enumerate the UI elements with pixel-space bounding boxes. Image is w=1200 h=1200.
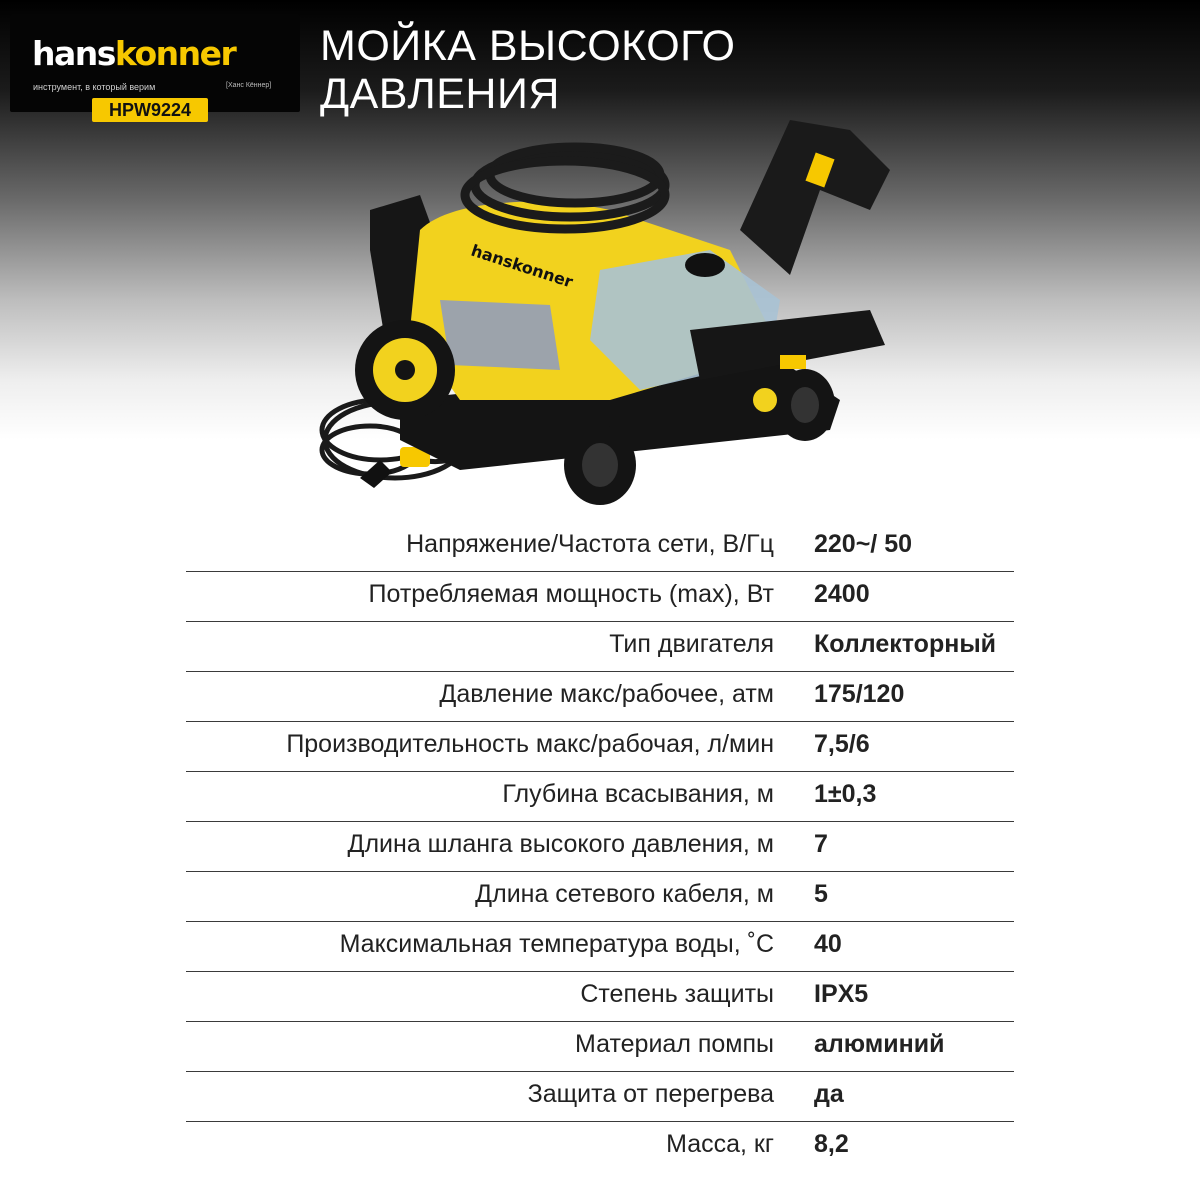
spec-label: Длина сетевого кабеля, м	[475, 880, 774, 908]
handle	[740, 120, 890, 275]
plug	[360, 460, 392, 488]
spec-label: Глубина всасывания, м	[502, 780, 774, 808]
large-wheel	[355, 320, 455, 420]
spec-value: 40	[814, 930, 842, 958]
specs-table	[186, 522, 1014, 1171]
spec-label: Потребляемая мощность (max), Вт	[368, 580, 774, 608]
tank-cap	[685, 253, 725, 277]
spec-row	[186, 922, 1014, 972]
spec-row	[186, 972, 1014, 1022]
spec-row	[186, 1072, 1014, 1122]
spec-row	[186, 1122, 1014, 1171]
bumper-accent	[780, 355, 806, 369]
spec-value: 2400	[814, 580, 870, 608]
spec-row	[186, 772, 1014, 822]
spec-value: 8,2	[814, 1130, 849, 1158]
spec-label: Максимальная температура воды, ˚С	[339, 930, 774, 958]
spec-label: Производительность макс/рабочая, л/мин	[286, 730, 774, 758]
spec-value: да	[814, 1080, 844, 1108]
spec-value: 175/120	[814, 680, 905, 708]
spec-value: алюминий	[814, 1030, 945, 1058]
spec-label: Защита от перегрева	[527, 1080, 774, 1108]
spec-row	[186, 1022, 1014, 1072]
rear-wheel	[775, 369, 835, 441]
spec-value: Коллекторный	[814, 630, 997, 658]
title-line-1: МОЙКА ВЫСОКОГО	[320, 22, 736, 70]
spec-row	[186, 872, 1014, 922]
spec-value: 1±0,3	[814, 780, 877, 808]
spec-label: Степень защиты	[580, 980, 774, 1008]
spec-row	[186, 722, 1014, 772]
title-line-2: ДАВЛЕНИЯ	[320, 70, 560, 118]
spec-value: 220~/ 50	[814, 530, 913, 558]
spec-value: IPX5	[814, 980, 869, 1008]
spec-row	[186, 822, 1014, 872]
brand-transliteration: [Ханс Кённер]	[226, 82, 272, 89]
brand-logo: hanskonner	[32, 34, 236, 73]
spec-value: 5	[814, 880, 828, 908]
outlet-connector	[753, 388, 777, 412]
spec-label: Материал помпы	[575, 1030, 774, 1058]
model-badge: HPW9224	[92, 98, 208, 122]
side-panel	[440, 300, 560, 370]
brand-tagline: инструмент, в который верим	[33, 82, 156, 92]
spec-value: 7,5/6	[814, 730, 870, 758]
spec-row	[186, 572, 1014, 622]
spec-row	[186, 522, 1014, 572]
spec-label: Тип двигателя	[609, 630, 774, 658]
spec-label: Напряжение/Частота сети, В/Гц	[406, 530, 774, 558]
spec-value: 7	[814, 830, 828, 858]
spec-row	[186, 622, 1014, 672]
front-wheel	[564, 425, 636, 505]
spec-label: Длина шланга высокого давления, м	[347, 830, 774, 858]
pressure-washer-image	[310, 100, 900, 520]
spec-row	[186, 672, 1014, 722]
spec-label: Давление макс/рабочее, атм	[439, 680, 774, 708]
spec-label: Масса, кг	[666, 1130, 774, 1158]
body-logo: hanskonner	[468, 240, 576, 292]
